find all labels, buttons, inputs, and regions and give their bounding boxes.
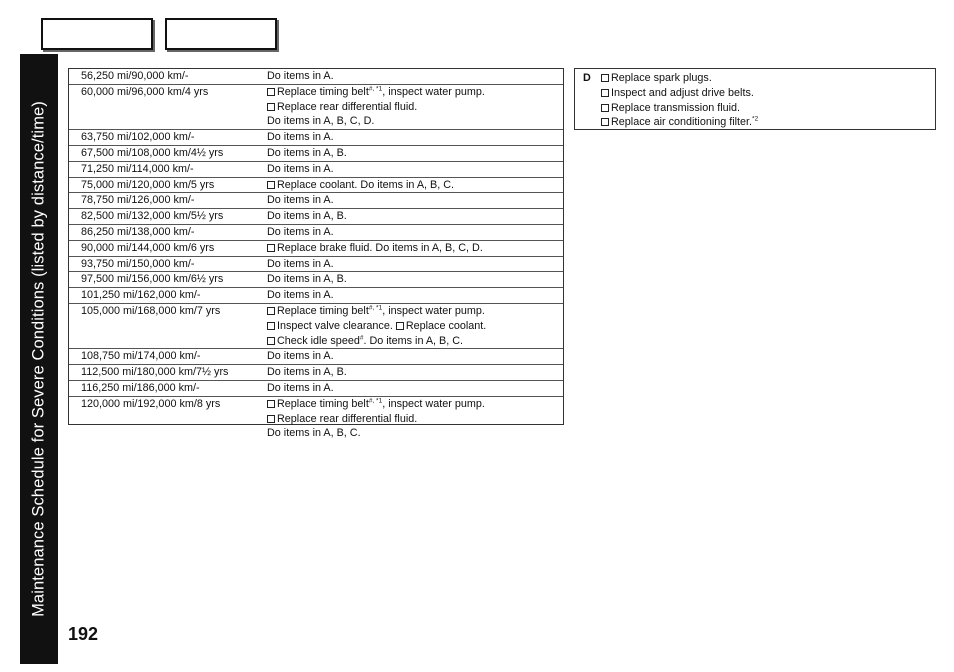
- service-text: , inspect water pump.: [382, 304, 485, 317]
- service-item: [267, 114, 553, 129]
- schedule-row: [69, 225, 563, 241]
- checkbox-icon: [267, 337, 275, 345]
- interval-items: [267, 178, 563, 193]
- checkbox-icon: [601, 118, 609, 126]
- checkbox-icon: [267, 322, 275, 330]
- schedule-row: [69, 130, 563, 146]
- checkbox-icon: [267, 181, 275, 189]
- interval-items: [267, 257, 563, 272]
- schedule-row: [69, 241, 563, 257]
- interval-items: [267, 365, 563, 380]
- interval-label: 93,750 mi/150,000 km/-: [81, 257, 195, 270]
- interval-label: 101,250 mi/162,000 km/-: [81, 289, 201, 302]
- service-item: [267, 319, 553, 334]
- service-text: . Do items in A, B, C.: [363, 334, 464, 347]
- interval-items: [267, 241, 563, 256]
- footnote-mark: #, *1: [368, 397, 383, 405]
- service-text: Check idle speed: [277, 334, 360, 347]
- service-text: Do items in A.: [267, 162, 334, 175]
- interval-label: 90,000 mi/144,000 km/6 yrs: [81, 241, 215, 254]
- service-item: [267, 365, 553, 380]
- checkbox-icon: [267, 244, 275, 252]
- interval-label: 78,750 mi/126,000 km/-: [81, 194, 195, 207]
- service-text: Do items in A.: [267, 225, 334, 238]
- checkbox-icon: [601, 104, 609, 112]
- interval-items: [267, 85, 563, 129]
- service-item: [267, 241, 553, 256]
- interval-items: [267, 381, 563, 396]
- footnote-mark: #, *1: [368, 85, 383, 93]
- checkbox-icon: [601, 74, 609, 82]
- service-text: Do items in A, B.: [267, 366, 347, 379]
- service-item: [267, 334, 553, 349]
- service-item: [267, 397, 553, 412]
- service-item: [267, 100, 553, 115]
- checkbox-icon: [601, 89, 609, 97]
- service-text: Do items in A.: [267, 381, 334, 394]
- service-text: Replace air conditioning filter.: [611, 116, 753, 129]
- service-text: Replace rear differential fluid.: [277, 412, 418, 425]
- service-text: Replace coolant. Do items in A, B, C.: [277, 178, 455, 191]
- page-number: 192: [68, 624, 99, 644]
- service-item: [267, 272, 553, 287]
- schedule-row: [69, 381, 563, 397]
- service-text: Do items in A, B, C.: [267, 427, 361, 440]
- service-item: [267, 146, 553, 161]
- service-text: Replace timing belt: [277, 304, 369, 317]
- service-text: Replace brake fluid. Do items in A, B, C, D.: [277, 241, 483, 254]
- service-text: Do items in A, B.: [267, 146, 347, 159]
- service-item: [267, 85, 553, 100]
- schedule-row: [69, 304, 563, 349]
- tab-box-2: [165, 18, 277, 50]
- interval-items: [267, 288, 563, 303]
- service-item: [267, 426, 553, 441]
- interval-label: 105,000 mi/168,000 km/7 yrs: [81, 304, 221, 317]
- service-text: Do items in A.: [267, 131, 334, 144]
- footnote-mark: #: [359, 333, 364, 341]
- service-item: [267, 412, 553, 427]
- service-text: Do items in A.: [267, 350, 334, 363]
- interval-label: 63,750 mi/102,000 km/-: [81, 131, 195, 144]
- interval-items: [267, 146, 563, 161]
- service-text: Replace rear differential fluid.: [277, 100, 418, 113]
- service-item: [267, 225, 553, 240]
- interval-items: [267, 349, 563, 364]
- service-text: Replace spark plugs.: [611, 72, 712, 84]
- d-item: [601, 86, 935, 101]
- sidebar-title: Maintenance Schedule for Severe Conditions (listed by distance/time): [29, 101, 48, 617]
- interval-label: 116,250 mi/186,000 km/-: [81, 381, 200, 394]
- service-text: Replace transmission fluid.: [611, 101, 741, 114]
- d-item: [601, 101, 935, 116]
- interval-label: 82,500 mi/132,000 km/5½ yrs: [81, 210, 224, 223]
- service-item: [267, 381, 553, 396]
- service-text: Replace timing belt: [277, 397, 369, 410]
- schedule-row: [69, 397, 563, 441]
- service-item: [267, 209, 553, 224]
- interval-items: [267, 272, 563, 287]
- service-item: [267, 304, 553, 319]
- interval-items: [267, 304, 563, 348]
- schedule-row: [69, 162, 563, 178]
- schedule-row: [69, 85, 563, 130]
- service-item: [267, 162, 553, 177]
- service-item: [267, 288, 553, 303]
- interval-items: [267, 162, 563, 177]
- schedule-row: [69, 349, 563, 365]
- schedule-row: [69, 193, 563, 209]
- interval-items: [267, 225, 563, 240]
- interval-label: 60,000 mi/96,000 km/4 yrs: [81, 85, 209, 98]
- service-item: [267, 130, 553, 145]
- service-item: [267, 69, 553, 84]
- interval-label: 71,250 mi/114,000 km/-: [81, 162, 194, 175]
- checkbox-icon: [267, 103, 275, 111]
- service-item: [267, 349, 553, 364]
- service-item: [267, 257, 553, 272]
- schedule-row: [69, 365, 563, 381]
- service-text: Replace timing belt: [277, 85, 369, 98]
- service-text: Do items in A.: [267, 289, 334, 302]
- service-text: Do items in A.: [267, 194, 334, 207]
- d-item: [601, 71, 935, 86]
- service-item: [267, 178, 553, 193]
- schedule-row: [69, 288, 563, 304]
- service-text: , inspect water pump.: [382, 85, 485, 98]
- service-text: , inspect water pump.: [382, 397, 485, 410]
- checkbox-icon: [267, 88, 275, 96]
- service-text: Inspect valve clearance.: [277, 319, 396, 332]
- schedule-row: [69, 69, 563, 85]
- interval-items: [267, 209, 563, 224]
- checkbox-icon: [267, 415, 275, 423]
- footnote-mark: #, *1: [368, 304, 383, 312]
- interval-items: [267, 69, 563, 84]
- checkbox-icon: [396, 322, 404, 330]
- interval-label: 75,000 mi/120,000 km/5 yrs: [81, 178, 215, 191]
- schedule-row: [69, 146, 563, 162]
- service-text: Do items in A, B, C, D.: [267, 115, 375, 128]
- service-text: Do items in A.: [267, 257, 334, 270]
- tab-box-1: [41, 18, 153, 50]
- interval-label: 108,750 mi/174,000 km/-: [81, 350, 201, 363]
- interval-label: 112,500 mi/180,000 km/7½ yrs: [81, 366, 229, 379]
- schedule-row: [69, 272, 563, 288]
- interval-items: [267, 193, 563, 208]
- sidebar: [20, 54, 58, 664]
- service-text: Do items in A, B.: [267, 210, 347, 223]
- interval-label: 56,250 mi/90,000 km/-: [81, 70, 189, 82]
- d-section: [574, 68, 936, 130]
- d-section-label: D: [583, 72, 591, 84]
- service-text: Replace coolant.: [405, 319, 487, 332]
- d-section-items: [601, 71, 935, 130]
- service-text: Do items in A.: [267, 70, 334, 82]
- footnote-mark: *2: [752, 115, 759, 123]
- schedule-row: [69, 257, 563, 273]
- interval-label: 67,500 mi/108,000 km/4½ yrs: [81, 146, 224, 159]
- service-item: [267, 193, 553, 208]
- interval-items: [267, 130, 563, 145]
- interval-label: 120,000 mi/192,000 km/8 yrs: [81, 397, 221, 410]
- service-text: Inspect and adjust drive belts.: [611, 86, 754, 99]
- schedule-row: [69, 178, 563, 194]
- interval-label: 97,500 mi/156,000 km/6½ yrs: [81, 273, 224, 286]
- maintenance-schedule-table: [68, 68, 564, 440]
- interval-items: [267, 397, 563, 441]
- service-text: Do items in A, B.: [267, 273, 347, 286]
- schedule-row: [69, 209, 563, 225]
- d-item: [601, 115, 935, 130]
- checkbox-icon: [267, 307, 275, 315]
- checkbox-icon: [267, 400, 275, 408]
- interval-label: 86,250 mi/138,000 km/-: [81, 225, 195, 238]
